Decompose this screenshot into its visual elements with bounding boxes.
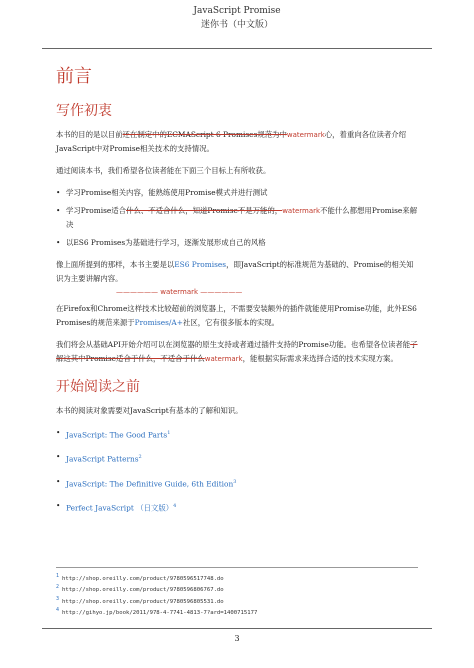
footnotes <box>56 567 418 617</box>
paragraph-es6-basis <box>56 258 418 286</box>
text-run: 心，着重向各位读者介绍JavaScript中对Promise相关技术的支持情况。 <box>56 130 407 153</box>
footnote-number: 3 <box>56 595 60 602</box>
text-run: 还在制定中的ECMAScript 6 Promises规范为中 <box>122 130 287 139</box>
section-title-preface: 前言 <box>56 66 92 87</box>
list-item <box>56 204 418 232</box>
main-content <box>56 58 418 524</box>
promises-aplus-link[interactable]: Promises/A+ <box>134 318 183 327</box>
bullet-icon: • <box>56 188 61 197</box>
text-run: 我们将会从基础API开始介绍可以在浏览器的原生支持或者通过插件支持的Promise功能。也希望各位读者能 <box>56 340 411 349</box>
footnote-url: http://shop.oreilly.com/product/9780596806767.do <box>62 587 224 594</box>
footnote-ref[interactable]: 2 <box>138 454 142 461</box>
footnote <box>56 606 418 617</box>
subsection-title-purpose: 写作初衷 <box>56 103 112 119</box>
text-run: ，即JavaScript的标准规范为基础的、Promise的相关知识为主要讲解内容。 <box>56 260 414 283</box>
list-item <box>56 236 418 250</box>
subsection-title-before-reading: 开始阅读之前 <box>56 379 140 395</box>
es6-promises-link[interactable]: ES6 Promises <box>174 260 227 269</box>
list-item-text: 学习Promise相关内容，能熟练使用Promise模式并进行测试 <box>66 188 268 197</box>
header-rule <box>42 48 432 49</box>
running-header <box>0 4 474 32</box>
header-subtitle: 迷你书（中文版） <box>200 20 273 30</box>
footnote <box>56 572 418 583</box>
watermark-line: —————— watermark —————— <box>116 288 243 296</box>
header-title: JavaScript Promise <box>193 6 281 16</box>
book-link[interactable]: JavaScript: The Good Parts <box>66 430 168 440</box>
goals-list <box>56 186 418 250</box>
footnote-url: http://gihyo.jp/book/2011/978-4-7741-4813-7?ard=1400715177 <box>62 609 258 616</box>
list-item <box>56 499 418 515</box>
text-run: 在Firefox和Chrome这样技术比较超前的浏览器上，不需要安装额外的插件就能使用Promise功能，此外ES6 Promises的规范来源于 <box>56 304 417 327</box>
footnote-number: 1 <box>56 573 60 579</box>
list-item <box>56 450 418 466</box>
text-run: 本书的目的是以目前 <box>56 130 123 139</box>
paragraph-prerequisites: 本书的阅读对象需要对JavaScript有基本的了解和知识。 <box>56 406 243 415</box>
watermark-inline: watermark <box>282 207 321 215</box>
book-link[interactable]: JavaScript Patterns <box>66 454 139 464</box>
footnote-ref[interactable]: 3 <box>233 478 237 485</box>
bullet-icon: • <box>56 428 61 437</box>
footnote-url: http://shop.oreilly.com/product/9780596805531.do <box>62 598 224 605</box>
text-run: 了解这其中Promise适合于什么，不适合于什么 <box>56 340 418 363</box>
struck-text <box>126 206 282 215</box>
footnote-ref[interactable]: 1 <box>167 430 171 436</box>
list-item-text: 学习Promise适合 <box>66 206 127 215</box>
footnote <box>56 583 418 594</box>
page-number: 3 <box>234 634 240 643</box>
list-item-text: 不能什么都想用Promise来解决 <box>66 206 418 229</box>
text-run: 社区，它有很多版本的实现。 <box>182 318 280 327</box>
footnote-url: http://shop.oreilly.com/product/9780596517748.do <box>62 575 224 582</box>
book-link[interactable]: Perfect JavaScript （日文版） <box>66 503 174 513</box>
bullet-icon: • <box>56 501 61 511</box>
bullet-icon: • <box>56 452 61 462</box>
footnote <box>56 595 418 606</box>
list-item <box>56 426 418 442</box>
footnote-number: 2 <box>56 584 60 591</box>
text-run: 什么、不适合什么，知道Promise不是万能的， <box>126 206 283 215</box>
book-list <box>56 426 418 516</box>
list-item-text: 以ES6 Promises为基础进行学习，逐渐发展形成自己的风格 <box>66 238 266 247</box>
text-run: ，能根据实际需求来选择合适的技术实现方案。 <box>242 354 398 363</box>
bullet-icon: • <box>56 476 61 486</box>
book-link[interactable]: JavaScript: The Definitive Guide, 6th Edition <box>66 479 234 489</box>
bullet-icon: • <box>56 206 61 215</box>
paragraph-browser-support <box>56 302 418 330</box>
paragraph-purpose <box>56 128 418 156</box>
watermark-inline: watermark <box>204 355 243 363</box>
watermark-inline: watermark <box>286 131 325 139</box>
bullet-icon: • <box>56 238 61 247</box>
paragraph-goals-intro: 通过阅读本书，我们希望各位读者能在下面三个目标上有所收获。 <box>56 166 271 175</box>
footnote-number: 4 <box>56 607 60 614</box>
struck-text <box>123 130 287 139</box>
list-item <box>56 186 418 200</box>
footnote-ref[interactable]: 4 <box>173 503 177 510</box>
list-item <box>56 475 418 491</box>
footer-rule <box>42 628 432 629</box>
text-run: 像上面所提到的那样，本书主要是以 <box>56 260 175 269</box>
paragraph-api-intro <box>56 338 418 366</box>
